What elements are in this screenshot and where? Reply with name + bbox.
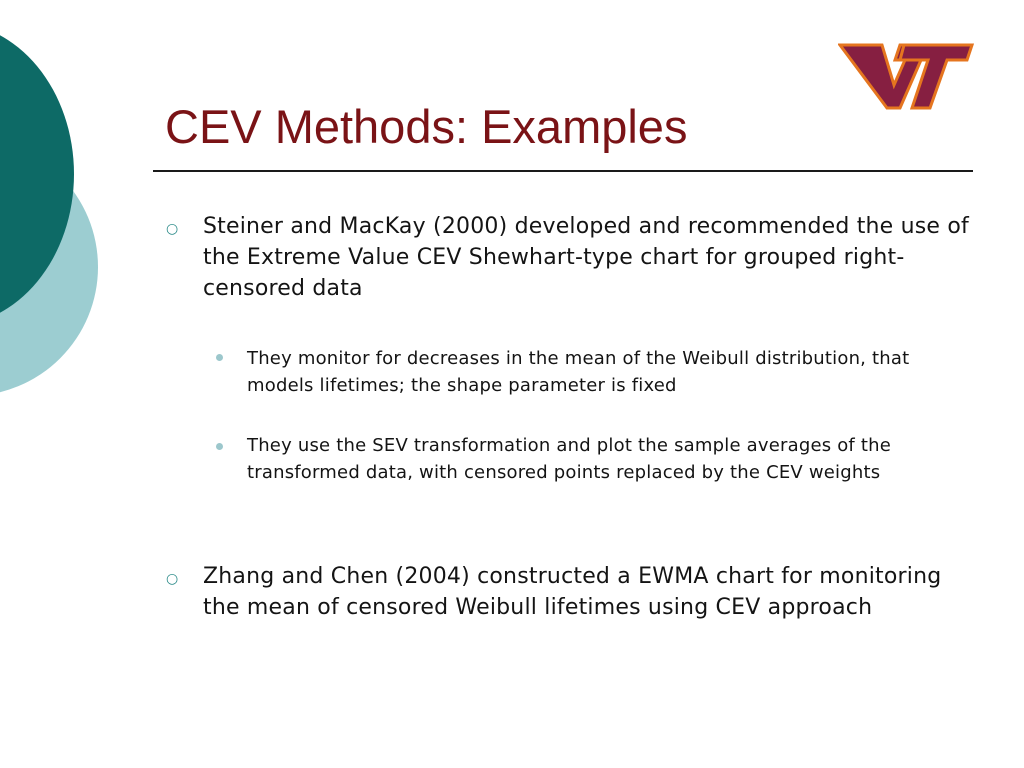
- title-divider: [153, 170, 973, 172]
- sub-bullet-text: They use the SEV transformation and plot the sample averages of the transformed data, with censored points replaced by the CEV weights: [247, 435, 892, 483]
- sub-bullet-dot-icon: [216, 354, 223, 361]
- sub-bullet-dot-icon: [216, 443, 223, 450]
- bullet-text: Steiner and MacKay (2000) developed and recommended the use of the Extreme Value CEV Shewhart-type chart for grouped right-censored data: [203, 214, 969, 301]
- bullet-marker-icon: ○: [166, 221, 179, 237]
- sub-bullet-text: They monitor for decreases in the mean of the Weibull distribution, that models lifetimes; the shape parameter is fixed: [247, 348, 910, 396]
- bullet-text: Zhang and Chen (2004) constructed a EWMA chart for monitoring the mean of censored Weibull lifetimes using CEV approach: [203, 564, 942, 620]
- slide-title: CEV Methods: Examples: [165, 100, 688, 153]
- bullet-marker-icon: ○: [166, 571, 179, 587]
- vt-logo: [838, 40, 974, 112]
